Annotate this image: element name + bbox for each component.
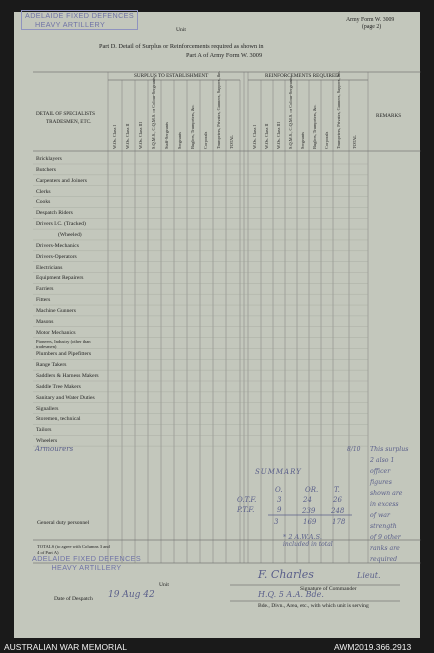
hw-head-or: OR. [305,486,319,494]
table-row-label: Wheelers [36,438,58,445]
surplus-column-header: Buglers, Trumpeters, &c. [190,104,195,149]
unit-label: Unit [176,27,186,33]
table-row-label: Storemen, technical [36,416,81,423]
table-row-label: Plumbers and Pipefitters [36,351,91,358]
table-row-label: Bricklayers [36,156,62,162]
surplus-column-header: W.Os. Class I [112,125,117,149]
table-row-label: Despatch Riders [36,210,73,217]
table-row-label: Butchers [36,166,56,173]
reinforcement-column-header: Trumpeters, Privates, Gunners, Sappers, &c. [336,70,341,149]
remarks-header: REMARKS [376,113,402,119]
archive-reference: AWM2019.366.2913 [334,642,412,652]
hw-total-offr: 3 [274,518,279,526]
reinforcement-column-header: Buglers, Trumpeters, &c. [312,104,317,149]
table-row-label: Saddlers & Harness Makers [36,373,99,379]
reinforcement-column-header: TOTAL [352,135,357,149]
hw-remarks-line: figures [370,479,392,486]
hw-formation: H.Q. 5 A.A. Bde. [258,590,324,599]
hw-awas-note-2: included in total [283,541,333,548]
totals-label: TOTALS (to agree with Columns 3 and 4 of Part A) [37,544,110,555]
table-row-label: Carpenters and Joiners [36,177,87,184]
table-row-label: Clerks [36,188,51,195]
hw-total-or: 169 [303,518,317,526]
stamp-line-1: ADELAIDE FIXED DEFENCES [25,11,135,20]
table-row-label: Drivers I.C. (Tracked) [36,221,86,228]
surplus-column-header: W.Os. Class II [125,123,130,149]
archive-name: AUSTRALIAN WAR MEMORIAL [4,642,127,652]
formation-label: Bde., Divn., Area, etc., with which unit is serving [258,603,369,609]
table-row-label: Range Takers [36,362,67,369]
surplus-header: SURPLUS TO ESTABLISHMENT [134,73,209,79]
hw-remarks-line: of 9 other [370,534,401,541]
hw-remarks-line: of war [370,512,390,519]
table-row-label: Motor Mechanics [36,329,76,336]
hw-or-1: 24 [303,496,312,504]
hw-offr-1: 3 [277,496,282,504]
reinforcement-column-header: Sergeants [300,132,305,149]
signature-label: Signature of Commander [300,586,357,592]
reinforcement-column-header: W.Os. Class III [276,122,281,149]
hw-offr-2: 9 [277,506,282,514]
table-row-label: Tailors [36,427,52,434]
hw-remarks-line: 2 also 1 [370,457,395,464]
table-row-label: Cooks [36,199,51,206]
table-row-label: Drivers-Operators [36,253,77,260]
hw-tot-1: 26 [333,496,342,504]
hw-date: 19 Aug 42 [108,590,155,600]
hw-remarks-line: required [370,556,398,563]
surplus-column-header: Trumpeters, Privates, Gunners, Sappers, &c. [216,70,221,149]
table-row-label: Saddle Tree Makers [36,383,81,390]
part-title-1: Part D. Detail of Surplus or Reinforcements required as shown in [99,43,264,50]
hw-awas-note-1: * 2 A.W.A.S. [283,533,322,541]
table-row-label: (Wheeled) [58,231,82,238]
hw-row-ptf: P.T.F. [237,506,255,514]
reinforcements-header: REINFORCEMENTS REQUIRED [265,73,339,79]
stamp-bottom-line-1: ADELAIDE FIXED DEFENCES [32,554,142,563]
table-row-label: Signallers [36,405,59,412]
stamp-line-2: HEAVY ARTILLERY [35,20,106,29]
detail-header-1: DETAIL OF SPECIALISTS [36,111,96,117]
hw-remarks-value: 8/10 [347,446,361,453]
hw-rank: Lieut. [357,571,381,580]
table-row-label: Machine Gunners [36,307,76,314]
hw-total-all: 178 [332,518,346,526]
date-of-despatch-label: Date of Despatch [54,596,93,602]
table-row-label: Electricians [36,264,63,271]
form-number: Army Form W. 3009 [346,17,395,23]
footer-unit-label: Unit [159,582,169,588]
surplus-column-header: S.Q.M.S., C.Q.M.S. or Colour-Sergeants [151,77,156,149]
table-row-label: Fitters [36,297,51,304]
surplus-column-header: Staff-Sergeants [164,122,169,149]
hw-remarks-line: in excess [370,501,399,508]
hw-head-offrs: O. [275,486,283,494]
hw-remarks-line: This surplus [370,446,409,453]
table-row-label: Masons [36,318,54,325]
part-title-2: Part A of Army Form W. 3009 [186,52,263,59]
surplus-column-header: Sergeants [177,132,182,149]
table-row-label: Sanitary and Water Duties [36,394,95,401]
surplus-column-header: Corporals [203,131,208,149]
hw-remarks-line: strength [370,523,397,530]
handwritten-summary: SUMMARY [255,468,302,476]
stamp-bottom-line-2: HEAVY ARTILLERY [51,563,122,572]
archive-footer [0,640,434,653]
hw-row-otf: O.T.F. [237,496,257,504]
reinforcement-column-header: S.Q.M.S., C.Q.M.S. or Colour-Sergeants [288,77,293,149]
table-row-label: Pioneers, Industry (other than tradesmen) [36,339,91,350]
handwritten-row-armourers: Armourers [35,445,74,453]
hw-remarks-line: shown are [370,490,403,497]
table-row-label: Farriers [36,286,54,293]
surplus-column-header: TOTAL [229,135,234,149]
general-duty-label: General duty personnel [37,520,90,526]
table-row-label: Drivers-Mechanics [36,242,79,249]
reinforcement-column-header: Corporals [324,131,329,149]
surplus-column-header: W.Os. Class III [138,122,143,149]
hw-tot-2: 248 [331,507,345,515]
hw-head-total: T. [334,486,340,494]
table-row-label: Equipment Repairers [36,275,84,282]
hw-signature: F. Charles [258,568,314,581]
hw-or-2: 239 [302,507,316,515]
page-number: (page 2) [362,24,382,30]
hw-remarks-line: ranks are [370,545,400,552]
reinforcement-column-header: W.Os. Class II [264,123,269,149]
hw-remarks-line: officer [370,468,391,475]
reinforcement-column-header: W.Os. Class I [252,125,257,149]
detail-header-2: TRADESMEN, ETC. [46,119,92,125]
